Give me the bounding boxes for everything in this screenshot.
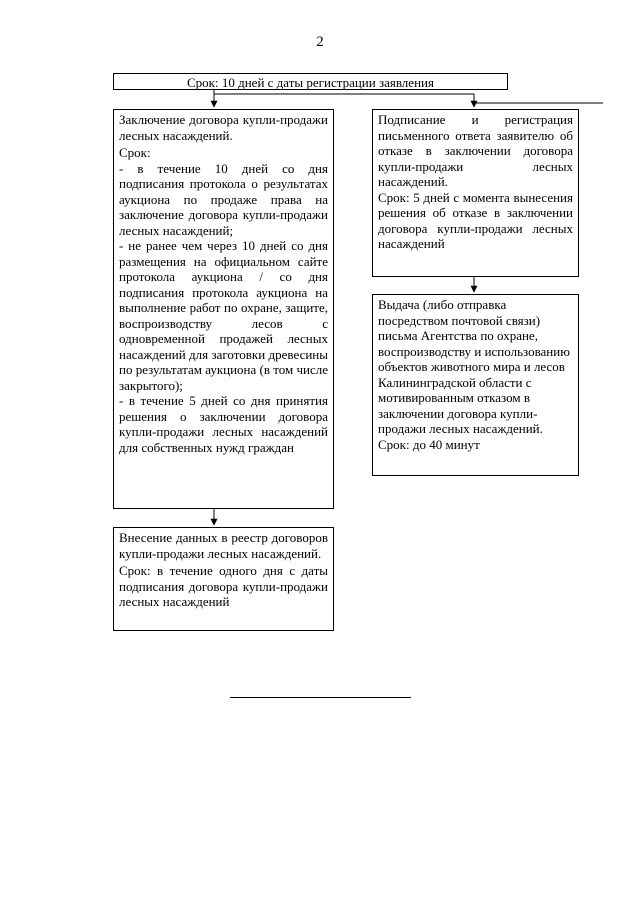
contract-deadline-label: Срок: bbox=[119, 145, 151, 160]
refusal-response-box bbox=[372, 109, 579, 277]
contract-deadline-item-2: - не ранее чем через 10 дней со дня размещения на официальном сайте протокола аукциона / со дня подписания протокола аукциона на выполнение работ по охране, защите, воспроизводству лесов с одновременной продажей лесных насаждений для заготовки древесины по результатам аукциона (в том числе закрытого); bbox=[119, 238, 329, 393]
delivery-deadline: Срок: до 40 минут bbox=[378, 436, 480, 452]
refusal-deadline: Срок: 5 дней с момента вынесения решения об отказе в заключении договора купли-продажи лесных насаждений bbox=[378, 189, 573, 251]
contract-deadline-item-3: - в течение 5 дней со дня принятия решения о заключении договора купли-продажи лесных насаждений для собственных нужд граждан bbox=[119, 393, 328, 455]
top-deadline-text: Срок: 10 дней с даты регистрации заявления bbox=[187, 75, 434, 90]
contract-conclusion-box bbox=[113, 109, 334, 509]
end-of-document-rule bbox=[230, 697, 411, 698]
contract-title: Заключение договора купли-продажи лесных насаждений. bbox=[119, 112, 328, 143]
registry-deadline: Срок: в течение одного дня с даты подписания договора купли-продажи лесных насаждений bbox=[119, 563, 328, 609]
letter-delivery-box bbox=[372, 294, 579, 476]
delivery-title: Выдача (либо отправка посредством почтовой связи) письма Агентства по охране, воспроизводству и использованию объектов животного мира и лесов Калининградской области с мотивированным отказом в заключении договора купли-продажи лесных насаждений. bbox=[378, 297, 570, 436]
registry-entry-box bbox=[113, 527, 334, 631]
top-deadline-box bbox=[113, 73, 508, 90]
contract-deadline-item-1: - в течение 10 дней со дня подписания протокола о результатах аукциона по продаже права на заключение договора купли-продажи лесных насаждений; bbox=[119, 160, 328, 238]
registry-title: Внесение данных в реестр договоров купли-продажи лесных насаждений. bbox=[119, 530, 328, 561]
refusal-title: Подписание и регистрация письменного ответа заявителю об отказе в заключении договора купли-продажи лесных насаждений. bbox=[378, 112, 573, 189]
page-number: 2 bbox=[316, 34, 324, 50]
